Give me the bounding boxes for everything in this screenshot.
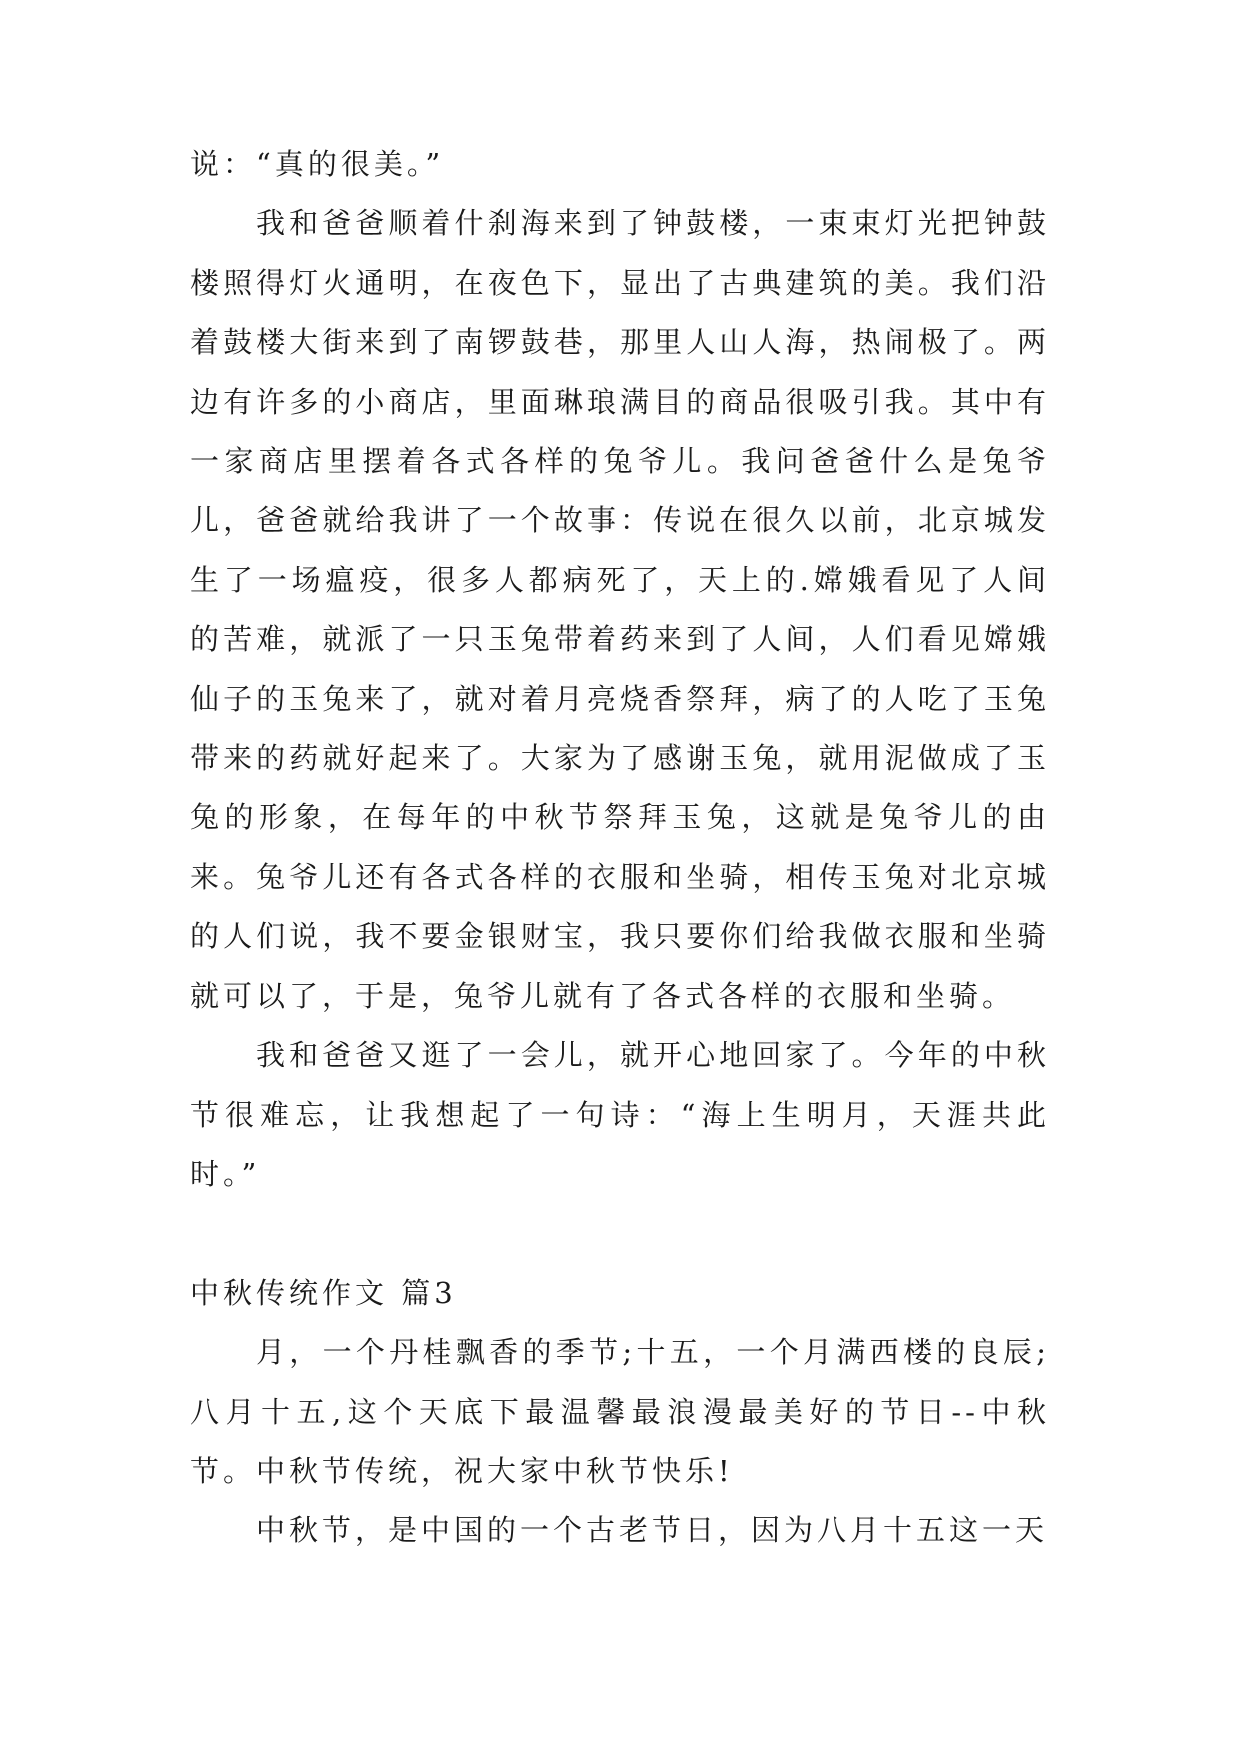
- section-title: 中秋传统作文 篇3: [190, 1275, 457, 1310]
- paragraph-going-home: 我和爸爸又逛了一会儿，就开心地回家了。今年的中秋节很难忘，让我想起了一句诗：“海上生明月，天涯共此时。”: [190, 1038, 1050, 1191]
- section-spacer: [190, 1204, 1050, 1263]
- paragraph-intro: 月，一个丹桂飘香的季节;十五，一个月满西楼的良辰;八月十五,这个天底下最温馨最浪漫最美好的节日--中秋节。中秋节传统，祝大家中秋节快乐!: [190, 1335, 1050, 1488]
- paragraph-origin: 中秋节，是中国的一个古老节日，因为八月十五这一天: [256, 1513, 1049, 1548]
- document-page: [190, 135, 1050, 1561]
- paragraph-continuation: 说：“真的很美。”: [190, 147, 445, 181]
- paragraph-drum-tower: 我和爸爸顺着什刹海来到了钟鼓楼，一束束灯光把钟鼓楼照得灯火通明，在夜色下，显出了古典建筑的美。我们沿着鼓楼大街来到了南锣鼓巷，那里人山人海，热闹极了。两边有许多的小商店，里面琳琅满目的商品很吸引我。其中有一家商店里摆着各式各样的兔爷儿。我问爸爸什么是兔爷儿，爸爸就给我讲了一个故事：传说在很久以前，北京城发生了一场瘟疫，很多人都病死了，天上的.嫦娥看见了人间的苦难，就派了一只玉兔带着药来到了人间，人们看见嫦娥仙子的玉兔来了，就对着月亮烧香祭拜，病了的人吃了玉兔带来的药就好起来了。大家为了感谢玉兔，就用泥做成了玉兔的形象，在每年的中秋节祭拜玉兔，这就是兔爷儿的由来。兔爷儿还有各式各样的衣服和坐骑，相传玉兔对北京城的人们说，我不要金银财宝，我只要你们给我做衣服和坐骑就可以了，于是，兔爷儿就有了各式各样的衣服和坐骑。: [190, 206, 1050, 1013]
